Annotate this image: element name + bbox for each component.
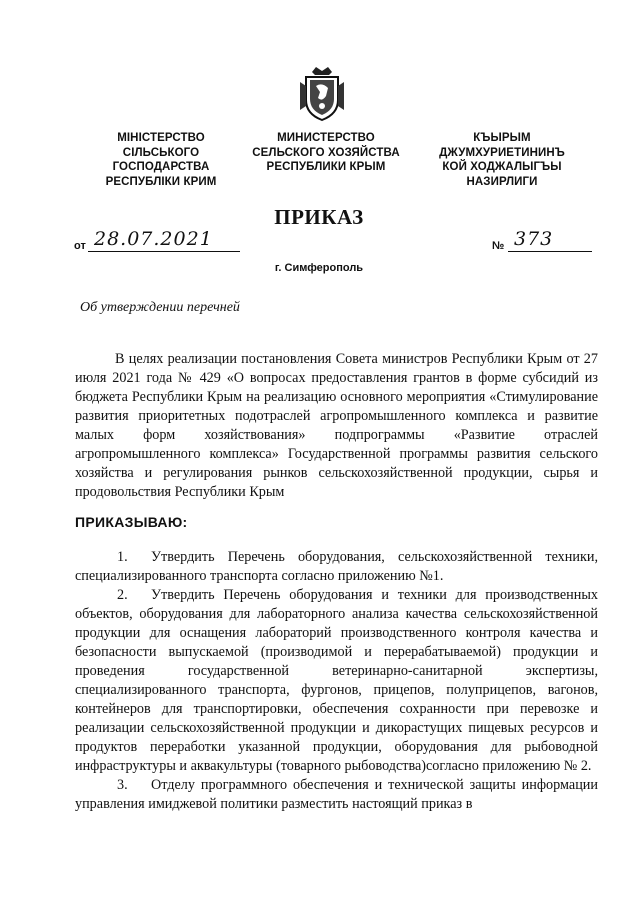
order-date: 28.07.2021 <box>88 228 240 252</box>
date-number-row <box>74 228 586 254</box>
header-ua-line: РЕСПУБЛІКИ КРИМ <box>105 175 217 188</box>
header-crimean-tatar <box>420 131 584 189</box>
header-ua-line: ГОСПОДАРСТВА <box>112 161 210 173</box>
order-item <box>75 548 598 586</box>
header-ru-line: СЕЛЬСКОГО ХОЗЯЙСТВА <box>252 146 400 159</box>
order-item <box>75 776 598 814</box>
item-text: Утвердить Перечень оборудования и техники для производственных объектов, оборудования для лабораторного анализа качества сельскохозяйственной продукции для оснащения лабораторий производственного контроля качества и безопасности выпускаемой (производимой и перерабатываемой) продукции и проведения государственной ветеринарно-санитарной экспертизы, специализированного транспорта, фургонов, прицепов, полуприцепов, вагонов, контейнеров для транспортировки, обеспечения сохранности при перевозке и реализации сельскохозяйственной продукции и дикорастущих пищевых ресурсов и продуктов переработки указанной продукции, оборудования для рыбоводной инфраструктуры и аквакультуры (товарного рыбоводства)согласно приложению № 2. <box>75 587 598 774</box>
item-number: 3. <box>117 777 128 793</box>
crimea-coat-of-arms-icon <box>298 66 346 122</box>
item-text: Отделу программного обеспечения и технической защиты информации управления имиджевой политики разместить настоящий приказ в <box>75 777 598 812</box>
date-prefix: от <box>74 240 86 252</box>
item-number: 2. <box>117 587 128 603</box>
header-ct-line: КЪЫРЫМ <box>473 132 531 144</box>
order-item <box>75 586 598 776</box>
header-ua-line: МІНІСТЕРСТВО <box>117 132 205 144</box>
order-keyword: ПРИКАЗЫВАЮ: <box>75 514 188 530</box>
city: г. Симферополь <box>274 262 364 274</box>
item-number: 1. <box>117 549 128 565</box>
header-ct-line: ДЖУМХУРИЕТИНИНЪ <box>439 146 565 159</box>
order-items <box>75 548 598 814</box>
header-ru-line: МИНИСТЕРСТВО <box>277 132 375 144</box>
order-subject: Об утверждении перечней <box>80 300 240 315</box>
header-ru-line: РЕСПУБЛИКИ КРЫМ <box>266 161 386 173</box>
header-russian <box>240 131 412 175</box>
order-number: 373 <box>508 228 592 252</box>
header-ct-line: НАЗИРЛИГИ <box>466 175 538 188</box>
intro-paragraph: В целях реализации постановления Совета министров Республики Крым от 27 июля 2021 года № 429 «О вопросах предоставления грантов в форме субсидий из бюджета Республики Крым на реализацию основного мероприятия «Стимулирование развития приоритетных подотраслей агропромышленного комплекса и развитие малых форм хозяйствования» подпрограммы «Развитие отраслей агропромышленного комплекса» Государственной программы развития сельского хозяйства и регулирования рынков сельскохозяйственной продукции, сырья и продовольствия Республики Крым <box>75 351 598 500</box>
header-ukrainian <box>80 131 242 189</box>
number-prefix: № <box>492 240 505 252</box>
item-text: Утвердить Перечень оборудования, сельскохозяйственной техники, специализированного транспорта согласно приложению №1. <box>75 549 598 584</box>
document-title: ПРИКАЗ <box>274 205 364 229</box>
header-ct-line: КОЙ ХОДЖАЛЫГЪЫ <box>442 161 562 173</box>
header-ua-line: СІЛЬСЬКОГО <box>122 146 200 159</box>
